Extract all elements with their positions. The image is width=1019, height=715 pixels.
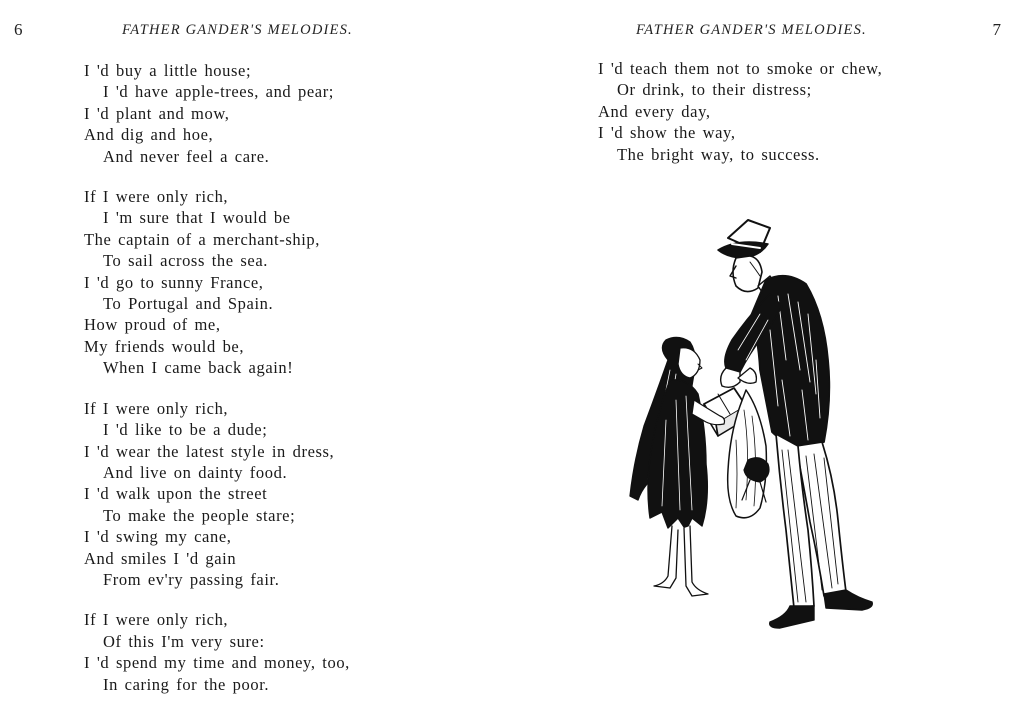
verse-line: And dig and hoe, <box>84 125 214 145</box>
stanza <box>84 60 350 167</box>
verse-line: I 'd show the way, <box>598 123 736 143</box>
verse-line: If I were only rich, <box>84 187 229 207</box>
right-page <box>510 0 1019 715</box>
verse-line: The bright way, to success. <box>617 144 820 164</box>
verse-line: And every day, <box>598 101 711 121</box>
verse-line: To sail across the sea. <box>103 251 268 271</box>
verse-line: From ev'ry passing fair. <box>103 569 280 589</box>
verse-line: And never feel a care. <box>103 146 270 166</box>
verse-line: To make the people stare; <box>103 505 296 525</box>
stanza <box>84 398 350 591</box>
verse-line: My friends would be, <box>84 336 245 356</box>
verse-line: I 'd walk upon the street <box>84 484 268 504</box>
verse-line: I 'd buy a little house; <box>84 61 252 80</box>
verse-line: I 'd teach them not to smoke or chew, <box>598 59 883 78</box>
verse-line: And smiles I 'd gain <box>84 548 237 568</box>
verse-line: How proud of me, <box>84 315 221 335</box>
poem-right <box>598 58 882 184</box>
page-number-left: 6 <box>14 20 23 39</box>
verse-line: Of this I'm very sure: <box>103 631 265 651</box>
verse-line: To Portugal and Spain. <box>103 294 274 314</box>
verse-line: I 'm sure that I would be <box>103 208 291 228</box>
stanza <box>598 58 882 165</box>
verse-line: I 'd like to be a dude; <box>103 420 268 440</box>
gentleman-giving-to-ragged-girl-illustration <box>610 210 920 640</box>
verse-line: If I were only rich, <box>84 398 229 418</box>
verse-line: Or drink, to their distress; <box>617 80 812 100</box>
stanza <box>84 186 350 379</box>
verse-line: In caring for the poor. <box>103 674 270 694</box>
verse-line: The captain of a merchant-ship, <box>84 229 320 249</box>
verse-line: I 'd have apple-trees, and pear; <box>103 82 334 102</box>
running-head-left: FATHER GANDER'S MELODIES. <box>122 22 353 38</box>
poem-left <box>84 60 350 714</box>
verse-line: If I were only rich, <box>84 610 229 630</box>
verse-line: I 'd swing my cane, <box>84 527 232 547</box>
verse-line: I 'd plant and mow, <box>84 103 230 123</box>
stanza <box>84 609 350 695</box>
verse-line: I 'd spend my time and money, too, <box>84 653 350 673</box>
page-number-right: 7 <box>992 20 1001 39</box>
verse-line: I 'd go to sunny France, <box>84 272 264 292</box>
verse-line: When I came back again! <box>103 358 294 378</box>
verse-line: I 'd wear the latest style in dress, <box>84 441 335 461</box>
running-head-right: FATHER GANDER'S MELODIES. <box>636 22 867 38</box>
verse-line: And live on dainty food. <box>103 462 288 482</box>
